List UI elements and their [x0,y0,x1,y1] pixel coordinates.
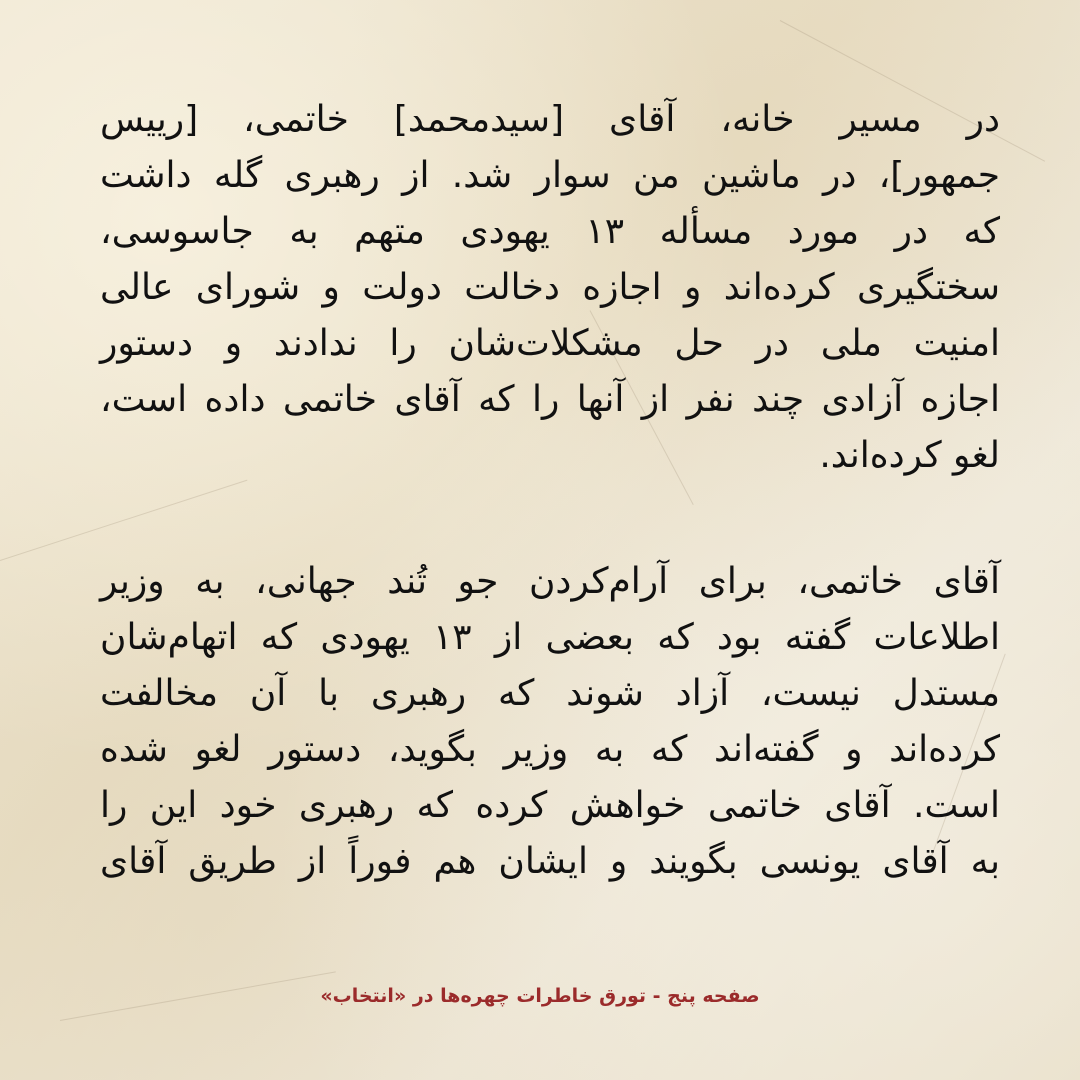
text-line: در مسیر خانه، آقای [سیدمحمد] خاتمی، [رییس [100,99,1000,140]
text-line: که در مورد مسأله ۱۳ یهودی متهم به جاسوسی، [100,211,1000,252]
text-line: به آقای یونسی بگویند و ایشان هم فوراً از طریق آقای [100,841,1000,882]
text-line: آقای خاتمی، برای آرام‌کردن جو تُند جهانی، به وزیر [100,561,1000,602]
paragraph-1 [100,92,1000,484]
text-line: کرده‌اند و گفته‌اند که به وزیر بگوید، دستور لغو شده [100,729,1000,770]
text-line: امنیت ملی در حل مشکلات‌شان را ندادند و دستور [100,323,1000,364]
page-footer-caption: صفحه پنج - تورق خاطرات چهره‌ها در «انتخاب» [320,985,760,1007]
text-line: مستدل نیست، آزاد شوند که رهبری با آن مخالفت [100,673,1000,714]
text-line: است. آقای خاتمی خواهش کرده که رهبری خود این را [100,785,1000,826]
text-line: جمهور]، در ماشین من سوار شد. از رهبری گله داشت [100,155,1000,196]
text-line: اجازه آزادی چند نفر از آنها را که آقای خاتمی داده است، [100,379,1000,420]
paragraph-2 [100,554,1000,890]
paragraph-spacer [100,484,1000,554]
text-line: لغو کرده‌اند. [819,435,1000,476]
text-line: سختگیری کرده‌اند و اجازه دخالت دولت و شورای عالی [100,267,1000,308]
memoir-page [100,92,1000,890]
text-line: اطلاعات گفته بود که بعضی از ۱۳ یهودی که اتهام‌شان [100,617,1000,658]
